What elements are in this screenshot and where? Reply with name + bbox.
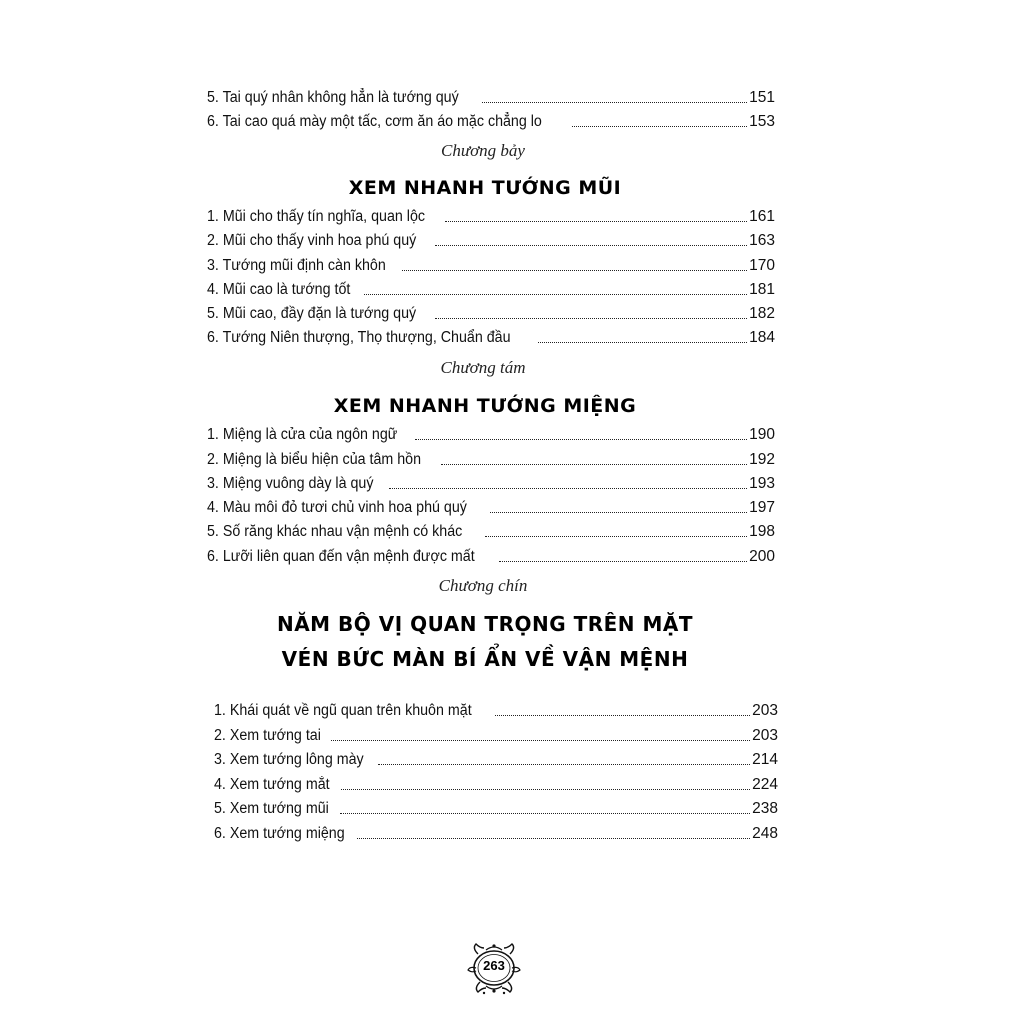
toc-entry xyxy=(207,326,775,348)
toc-entry-page: 170 xyxy=(749,257,775,274)
leader-dots xyxy=(415,439,747,440)
leader-dots xyxy=(490,512,747,513)
chapter-label: Chương bảy xyxy=(441,141,525,160)
toc-entry-page: 200 xyxy=(749,548,775,565)
toc-entry xyxy=(207,520,775,542)
toc-entry-text: 1. Miệng là cửa của ngôn ngữ xyxy=(207,426,398,443)
toc-entry-text: 3. Xem tướng lông mày xyxy=(214,751,364,768)
section-subtitle: VÉN BỨC MÀN BÍ ẨN VỀ VẬN MỆNH xyxy=(281,647,689,671)
toc-entry xyxy=(214,748,778,770)
section-title: XEM NHANH TƯỚNG MŨI xyxy=(348,177,622,199)
leader-dots xyxy=(435,318,747,319)
toc-entry-text: 5. Xem tướng mũi xyxy=(214,800,329,817)
toc-entry xyxy=(207,229,775,251)
leader-dots xyxy=(435,245,747,246)
toc-entry-text: 4. Xem tướng mắt xyxy=(214,776,330,793)
leader-dots xyxy=(357,838,750,839)
leader-dots xyxy=(402,270,747,271)
page-number: 263 xyxy=(483,958,505,973)
leader-dots xyxy=(538,342,747,343)
toc-entry-page: 153 xyxy=(749,113,775,130)
leader-dots xyxy=(499,561,747,562)
toc-entry xyxy=(214,773,778,795)
leader-dots xyxy=(331,740,750,741)
toc-entry-page: 182 xyxy=(749,305,775,322)
toc-entry xyxy=(207,472,775,494)
toc-entry-text: 2. Miệng là biểu hiện của tâm hồn xyxy=(207,451,422,468)
toc-entry-page: 161 xyxy=(749,208,775,225)
toc-entry-page: 203 xyxy=(752,702,778,719)
toc-entry xyxy=(207,545,775,567)
toc-entry-page: 248 xyxy=(752,825,778,842)
toc-entry-text: 4. Mũi cao là tướng tốt xyxy=(207,281,351,298)
toc-entry-page: 151 xyxy=(749,89,775,106)
leader-dots xyxy=(378,764,750,765)
toc-entry-page: 163 xyxy=(749,232,775,249)
leader-dots xyxy=(364,294,747,295)
toc-entry-text: 3. Tướng mũi định càn khôn xyxy=(207,257,386,274)
toc-entry xyxy=(207,423,775,445)
leader-dots xyxy=(445,221,747,222)
toc-entry-text: 3. Miệng vuông dày là quý xyxy=(207,475,374,492)
toc-entry-text: 2. Xem tướng tai xyxy=(214,727,321,744)
toc-entry xyxy=(214,822,778,844)
toc-entry xyxy=(207,205,775,227)
toc-entry xyxy=(207,110,775,132)
toc-entry-page: 214 xyxy=(752,751,778,768)
section-title: XEM NHANH TƯỚNG MIỆNG xyxy=(333,395,637,417)
toc-entry-page: 190 xyxy=(749,426,775,443)
toc-entry-text: 6. Tai cao quá mày một tấc, cơm ăn áo mặc chẳng lo xyxy=(207,113,542,130)
toc-entry xyxy=(207,86,775,108)
toc-entry-text: 5. Số răng khác nhau vận mệnh có khác xyxy=(207,523,463,540)
leader-dots xyxy=(495,715,750,716)
toc-entry-page: 238 xyxy=(752,800,778,817)
leader-dots xyxy=(485,536,747,537)
toc-entry xyxy=(207,448,775,470)
leader-dots xyxy=(572,126,747,127)
toc-entry-page: 224 xyxy=(752,776,778,793)
toc-entry xyxy=(207,278,775,300)
toc-entry-text: 1. Khái quát về ngũ quan trên khuôn mặt xyxy=(214,702,472,719)
leader-dots xyxy=(389,488,747,489)
toc-entry-page: 181 xyxy=(749,281,775,298)
toc-entry xyxy=(207,302,775,324)
toc-entry xyxy=(214,699,778,721)
leader-dots xyxy=(341,789,750,790)
toc-entry xyxy=(207,496,775,518)
toc-entry-page: 184 xyxy=(749,329,775,346)
chapter-label: Chương chín xyxy=(438,576,528,595)
page-number-badge xyxy=(464,942,524,998)
leader-dots xyxy=(482,102,748,103)
toc-entry-text: 6. Lưỡi liên quan đến vận mệnh được mất xyxy=(207,548,475,565)
toc-entry xyxy=(207,254,775,276)
toc-entry xyxy=(214,724,778,746)
toc-entry-text: 1. Mũi cho thấy tín nghĩa, quan lộc xyxy=(207,208,426,225)
toc-entry xyxy=(214,797,778,819)
toc-entry-text: 2. Mũi cho thấy vinh hoa phú quý xyxy=(207,232,417,249)
toc-entry-page: 192 xyxy=(749,451,775,468)
toc-entry-text: 4. Màu môi đỏ tươi chủ vinh hoa phú quý xyxy=(207,499,467,516)
toc-entry-text: 6. Xem tướng miệng xyxy=(214,825,345,842)
toc-entry-text: 5. Tai quý nhân không hẳn là tướng quý xyxy=(207,89,459,106)
section-title: NĂM BỘ VỊ QUAN TRỌNG TRÊN MẶT xyxy=(276,612,694,636)
toc-entry-text: 6. Tướng Niên thượng, Thọ thượng, Chuẩn đầu xyxy=(207,329,511,346)
leader-dots xyxy=(340,813,750,814)
toc-entry-page: 198 xyxy=(749,523,775,540)
chapter-label: Chương tám xyxy=(440,358,526,377)
toc-entry-page: 197 xyxy=(749,499,775,516)
leader-dots xyxy=(441,464,747,465)
toc-entry-page: 193 xyxy=(749,475,775,492)
toc-entry-page: 203 xyxy=(752,727,778,744)
toc-entry-text: 5. Mũi cao, đầy đặn là tướng quý xyxy=(207,305,417,322)
